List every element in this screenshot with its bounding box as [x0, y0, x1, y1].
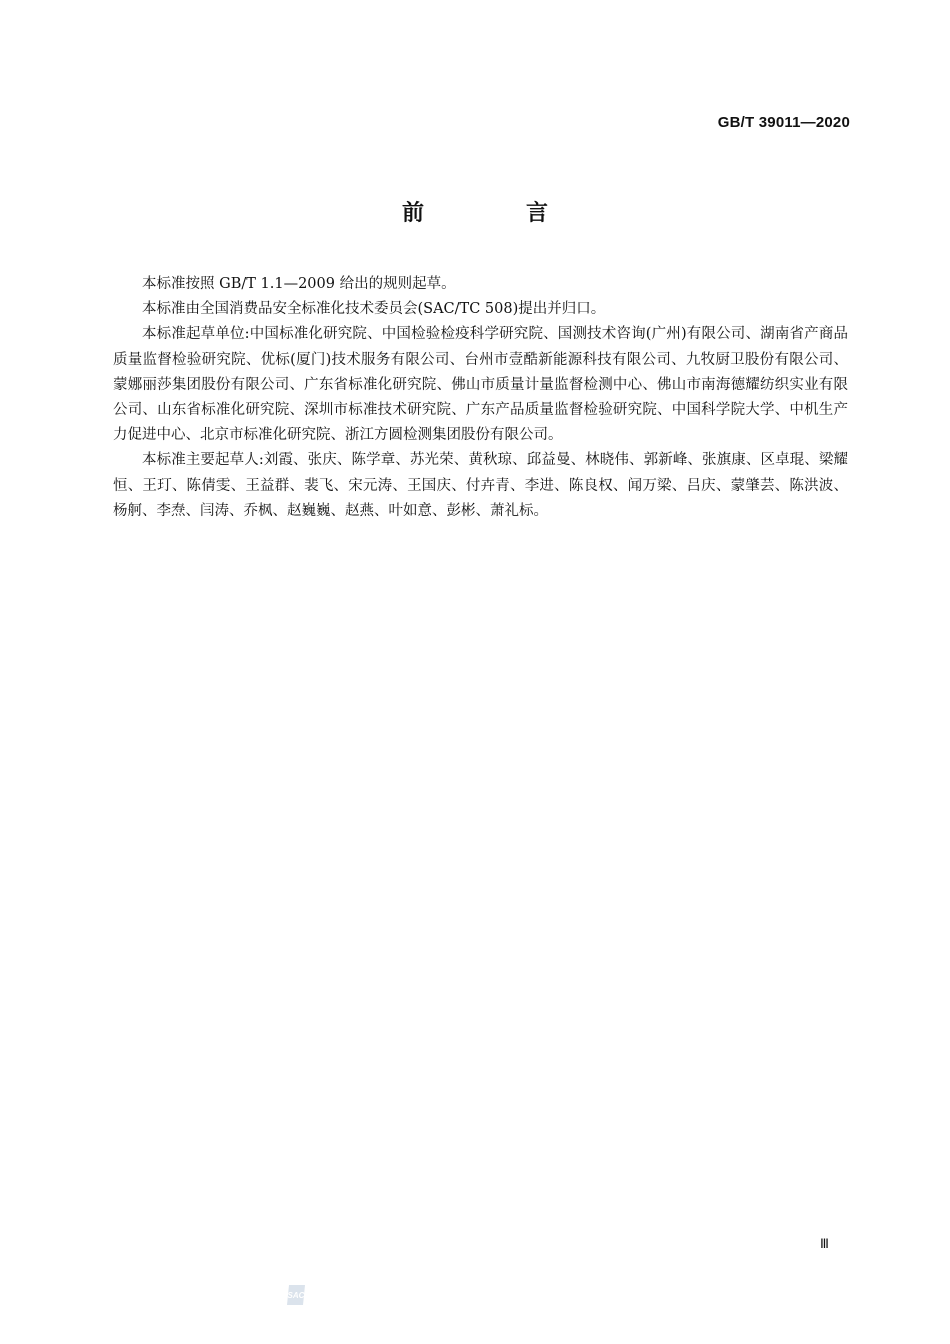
paragraph-drafters: 本标准主要起草人:刘霞、张庆、陈学章、苏光荣、黄秋琼、邱益曼、林晓伟、郭新峰、张旗康、区卓琨、梁耀恒、王玎、陈倩雯、王益群、裴飞、宋元涛、王国庆、付卉青、李进、陈良权、闻万梁、吕庆、蒙肇芸、陈洪波、杨舸、李焘、闫涛、乔枫、赵巍巍、赵燕、叶如意、彭彬、萧礼标。 [113, 452, 848, 519]
svg-text:SAC: SAC [287, 1291, 305, 1300]
document-body [113, 272, 848, 524]
page-number: Ⅲ [820, 1236, 828, 1251]
paragraph-drafting-units: 本标准起草单位:中国标准化研究院、中国检验检疫科学研究院、国测技术咨询(广州)有限公司、湖南省产商品质量监督检验研究院、优标(厦门)技术服务有限公司、台州市壹酷新能源科技有限公司、九牧厨卫股份有限公司、蒙娜丽莎集团股份有限公司、广东省标准化研究院、佛山市质量计量监督检测中心、佛山市南海德耀纺织实业有限公司、山东省标准化研究院、深圳市标准技术研究院、广东产品质量监督检验研究院、中国科学院大学、中机生产力促进中心、北京市标准化研究院、浙江方圆检测集团股份有限公司。 [113, 326, 848, 444]
sac-watermark-logo [283, 1282, 309, 1308]
standard-code: GB/T 39011—2020 [717, 114, 850, 131]
page-title: 前 言 [401, 201, 588, 226]
paragraph-proposer: 本标准由全国消费品安全标准化技术委员会(SAC/TC 508)提出并归口。 [142, 301, 606, 318]
paragraph-drafting-rules: 本标准按照 GB/T 1.1—2009 给出的规则起草。 [142, 276, 456, 292]
